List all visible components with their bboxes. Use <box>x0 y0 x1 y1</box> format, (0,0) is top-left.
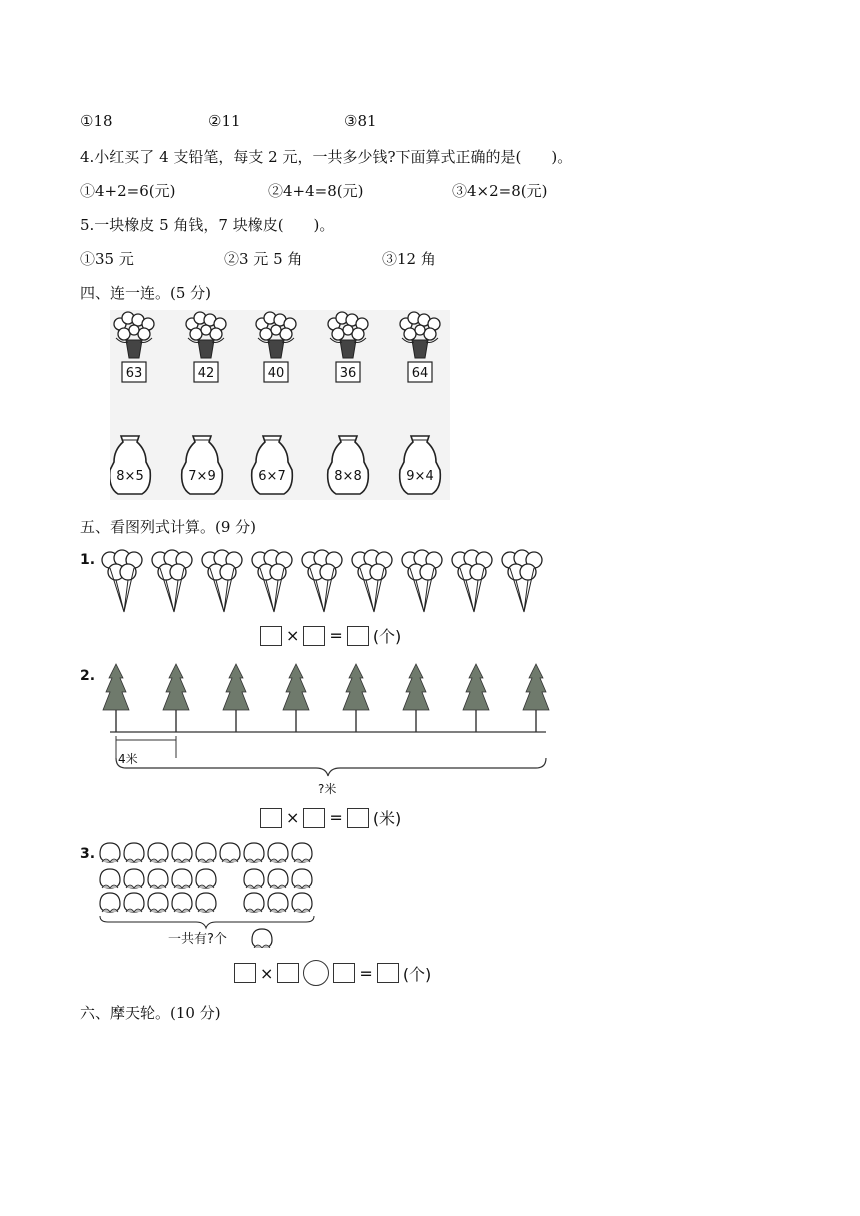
q5-option-2: ②3 元 5 角 <box>224 250 303 268</box>
flower-number-1[interactable]: 63 <box>125 366 143 381</box>
answer-box[interactable] <box>303 808 325 828</box>
flower-number-3[interactable]: 40 <box>267 366 285 381</box>
vase-expr-5[interactable]: 9×4 <box>406 469 434 484</box>
vase-row <box>110 436 440 494</box>
matching-panel <box>110 310 450 500</box>
q4-option-3: ③4×2=8(元) <box>452 182 548 200</box>
answer-box[interactable] <box>347 626 369 646</box>
unit-label: (米) <box>372 809 402 828</box>
q5-option-3: ③12 角 <box>382 250 436 268</box>
q5-option-1: ①35 元 <box>80 250 134 268</box>
answer-box[interactable] <box>333 963 355 983</box>
balloon-figure <box>96 548 556 614</box>
answer-box[interactable] <box>234 963 256 983</box>
tree-figure <box>96 662 556 778</box>
q3-option-1: ①18 <box>80 112 113 130</box>
operator-circle[interactable] <box>303 960 329 986</box>
answer-box[interactable] <box>347 808 369 828</box>
item3-number: 3. <box>80 846 96 862</box>
equation-2: × = (米) <box>258 806 403 829</box>
flower-row <box>114 312 440 358</box>
answer-box[interactable] <box>260 808 282 828</box>
section6-title: 六、摩天轮。(10 分) <box>80 1004 221 1022</box>
equation-3: × = (个) <box>232 960 433 986</box>
unit-label: (个) <box>402 964 432 984</box>
item2-number: 2. <box>80 668 96 684</box>
total-label: ?米 <box>318 782 337 796</box>
q4-stem: 4.小红买了 4 支铅笔，每支 2 元，一共多少钱?下面算式正确的是( )。 <box>80 148 573 166</box>
vase-expr-4[interactable]: 8×8 <box>334 469 362 484</box>
vase-expr-3[interactable]: 6×7 <box>258 469 286 484</box>
q4-option-2: ②4+4=8(元) <box>268 182 364 200</box>
vase-expr-2[interactable]: 7×9 <box>188 469 216 484</box>
distance-label: 4米 <box>118 752 138 766</box>
answer-box[interactable] <box>377 963 399 983</box>
q4-option-1: ①4+2=6(元) <box>80 182 176 200</box>
q5-stem: 5.一块橡皮 5 角钱，7 块橡皮( )。 <box>80 216 335 234</box>
q3-option-3: ③81 <box>344 112 377 130</box>
unit-label: (个) <box>372 627 402 646</box>
flower-number-5[interactable]: 64 <box>411 366 429 381</box>
equation-1: × = (个) <box>258 624 403 647</box>
answer-box[interactable] <box>260 626 282 646</box>
answer-box[interactable] <box>303 626 325 646</box>
section4-title: 四、连一连。(5 分) <box>80 284 212 302</box>
vase-expr-1[interactable]: 8×5 <box>116 469 144 484</box>
item1-number: 1. <box>80 552 96 568</box>
flower-number-2[interactable]: 42 <box>197 366 215 381</box>
peach-caption: 一共有?个 <box>168 932 227 947</box>
answer-box[interactable] <box>277 963 299 983</box>
flower-number-4[interactable]: 36 <box>339 366 357 381</box>
section5-title: 五、看图列式计算。(9 分) <box>80 518 257 536</box>
q3-option-2: ②11 <box>208 112 241 130</box>
